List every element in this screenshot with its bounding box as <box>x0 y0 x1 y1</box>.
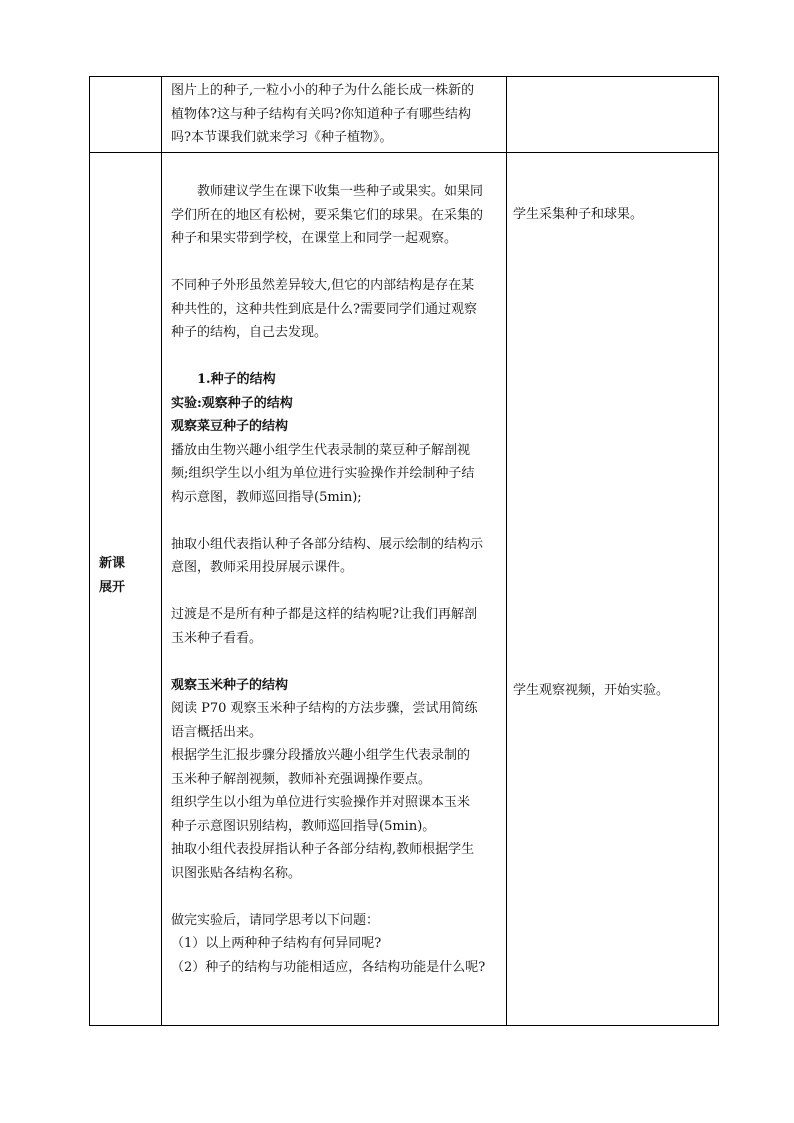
paragraph-line: 不同种子外形虽然差异较大,但它的内部结构是存在某 <box>171 278 475 293</box>
subheading: 观察玉米种子的结构 <box>171 677 289 693</box>
paragraph-line: 玉米种子解剖视频，教师补充强调操作要点。 <box>171 771 432 787</box>
paragraph-line: 识图张贴各结构名称。 <box>171 865 302 881</box>
intro-row <box>90 77 719 153</box>
paragraph-line: 学们所在的地区有松树，要采集它们的球果。在采集的 <box>171 207 484 223</box>
paragraph-line: 构示意图，教师巡回指导(5min); <box>171 489 362 505</box>
paragraph-line: 种共性的，这种共性到底是什么?需要同学们通过观察 <box>171 301 477 317</box>
teacher-activity-cell <box>162 153 507 1026</box>
student-activity-cell <box>507 153 719 1026</box>
paragraph-line: 种子的结构，自己去发现。 <box>171 325 328 340</box>
paragraph-line: 频;组织学生以小组为单位进行实验操作并绘制种子结 <box>171 466 475 481</box>
paragraph-line: 玉米种子看看。 <box>171 630 263 646</box>
paragraph-line: 种子和果实带到学校，在课堂上和同学一起观察。 <box>171 231 458 246</box>
intro-line: 吗?本节课我们就来学习《种子植物》。 <box>171 130 393 145</box>
section-label-line: 新课 <box>99 556 126 571</box>
student-note: 学生观察视频，开始实验。 <box>513 683 670 698</box>
paragraph-line: 做完实验后，请同学思考以下问题： <box>171 912 380 928</box>
question-line: （1）以上两种种子结构有何异同呢? <box>171 936 382 951</box>
intro-student-cell <box>507 77 719 153</box>
student-note: 学生采集种子和球果。 <box>513 207 644 222</box>
paragraph-line: 抽取小组代表指认种子各部分结构、展示绘制的结构示 <box>171 536 484 552</box>
intro-label-cell <box>90 77 162 153</box>
new-lesson-row <box>90 153 719 1026</box>
paragraph-line: 根据学生汇报步骤分段播放兴趣小组学生代表录制的 <box>171 748 471 763</box>
paragraph-line: 语言概括出来。 <box>171 724 263 740</box>
intro-line: 图片上的种子,一粒小小的种子为什么能长成一株新的 <box>171 83 475 98</box>
paragraph-line: 抽取小组代表投屏指认种子各部分结构,教师根据学生 <box>171 842 475 857</box>
paragraph-line: 组织学生以小组为单位进行实验操作并对照课本玉米 <box>171 795 471 810</box>
paragraph-line: 播放由生物兴趣小组学生代表录制的菜豆种子解剖视 <box>171 442 471 458</box>
subheading: 观察菜豆种子的结构 <box>171 419 289 434</box>
lesson-plan-table <box>89 76 719 1026</box>
paragraph-line: 阅读 P70 观察玉米种子结构的方法步骤，尝试用简练 <box>171 701 478 716</box>
paragraph-line: 意图，教师采用投屏展示课件。 <box>171 560 354 575</box>
experiment-heading: 实验:观察种子的结构 <box>171 395 293 411</box>
intro-content-cell <box>162 77 507 153</box>
intro-line: 植物体?这与种子结构有关吗?你知道种子有哪些结构 <box>171 106 471 122</box>
paragraph-line: 过渡是不是所有种子都是这样的结构呢?让我们再解剖 <box>171 607 477 622</box>
paragraph-line: 种子示意图识别结构，教师巡回指导(5min)。 <box>171 818 436 834</box>
paragraph-line: 教师建议学生在课下收集一些种子或果实。如果同 <box>197 184 484 199</box>
section-label-line: 展开 <box>99 580 126 595</box>
section-label-cell <box>90 153 162 1026</box>
section-heading: 1.种子的结构 <box>197 372 276 387</box>
question-line: （2）种子的结构与功能相适应，各结构功能是什么呢? <box>171 959 486 975</box>
